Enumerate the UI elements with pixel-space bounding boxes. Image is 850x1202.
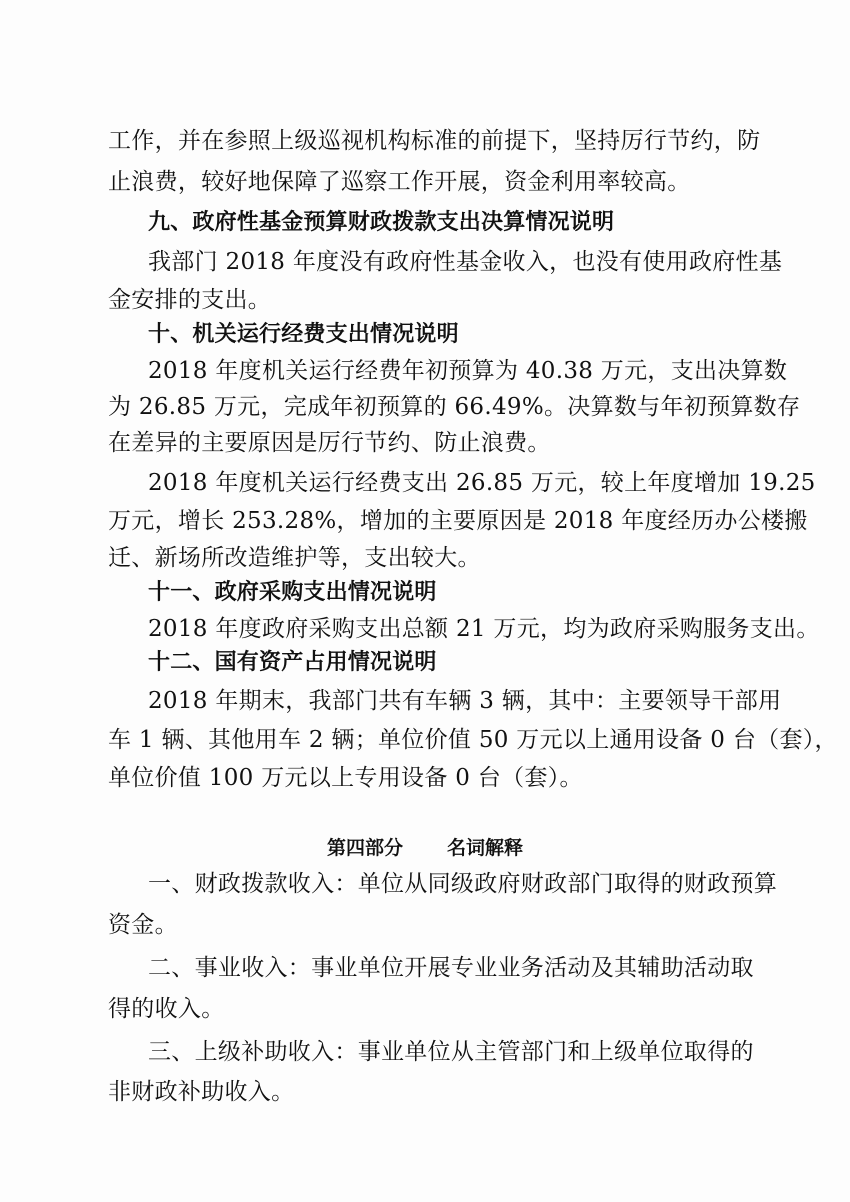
section-12-line-3: 单位价值 100 万元以上专用设备 0 台（套）。 <box>108 765 583 791</box>
section-10-p2-line-2: 万元，增长 253.28%，增加的主要原因是 2018 年度经历办公楼搬 <box>108 508 808 534</box>
glossary-item-2-line-1: 二、事业收入：事业单位开展专业业务活动及其辅助活动取 <box>148 955 754 981</box>
section-10-p2-line-3: 迁、新场所改造维护等，支出较大。 <box>108 545 481 571</box>
part-4-title <box>327 834 523 862</box>
section-8-tail-line-2: 止浪费，较好地保障了巡察工作开展，资金利用率较高。 <box>108 169 691 195</box>
glossary-item-3-line-2: 非财政补助收入。 <box>108 1079 295 1105</box>
section-10-heading: 十、机关运行经费支出情况说明 <box>148 322 459 347</box>
part-4-label: 第四部分 <box>327 837 404 859</box>
glossary-item-3-line-1: 三、上级补助收入：事业单位从主管部门和上级单位取得的 <box>148 1039 754 1065</box>
section-8-tail-line-1: 工作，并在参照上级巡视机构标准的前提下，坚持厉行节约，防 <box>108 128 761 154</box>
section-11-line-1: 2018 年度政府采购支出总额 21 万元，均为政府采购服务支出。 <box>148 616 820 642</box>
glossary-item-2-line-2: 得的收入。 <box>108 996 225 1022</box>
glossary-item-1-line-1: 一、财政拨款收入：单位从同级政府财政部门取得的财政预算 <box>148 871 778 897</box>
section-10-p1-line-2: 为 26.85 万元，完成年初预算的 66.49%。决算数与年初预算数存 <box>108 394 801 420</box>
part-4-name: 名词解释 <box>447 837 524 859</box>
section-12-line-1: 2018 年期末，我部门共有车辆 3 辆，其中：主要领导干部用 <box>148 688 782 714</box>
glossary-item-1-line-2: 资金。 <box>108 912 178 938</box>
section-10-p2-line-1: 2018 年度机关运行经费支出 26.85 万元，较上年度增加 19.25 <box>148 470 816 496</box>
section-10-p1-line-1: 2018 年度机关运行经费年初预算为 40.38 万元，支出决算数 <box>148 358 788 384</box>
section-9-line-1: 我部门 2018 年度没有政府性基金收入，也没有使用政府性基 <box>148 249 783 275</box>
section-12-heading: 十二、国有资产占用情况说明 <box>148 650 437 675</box>
section-10-p1-line-3: 在差异的主要原因是厉行节约、防止浪费。 <box>108 430 551 456</box>
section-12-line-2: 车 1 辆、其他用车 2 辆；单位价值 50 万元以上通用设备 0 台（套）， <box>108 727 838 753</box>
section-9-heading: 九、政府性基金预算财政拨款支出决算情况说明 <box>148 210 615 235</box>
section-9-line-2: 金安排的支出。 <box>108 287 272 313</box>
section-11-heading: 十一、政府采购支出情况说明 <box>148 580 437 605</box>
